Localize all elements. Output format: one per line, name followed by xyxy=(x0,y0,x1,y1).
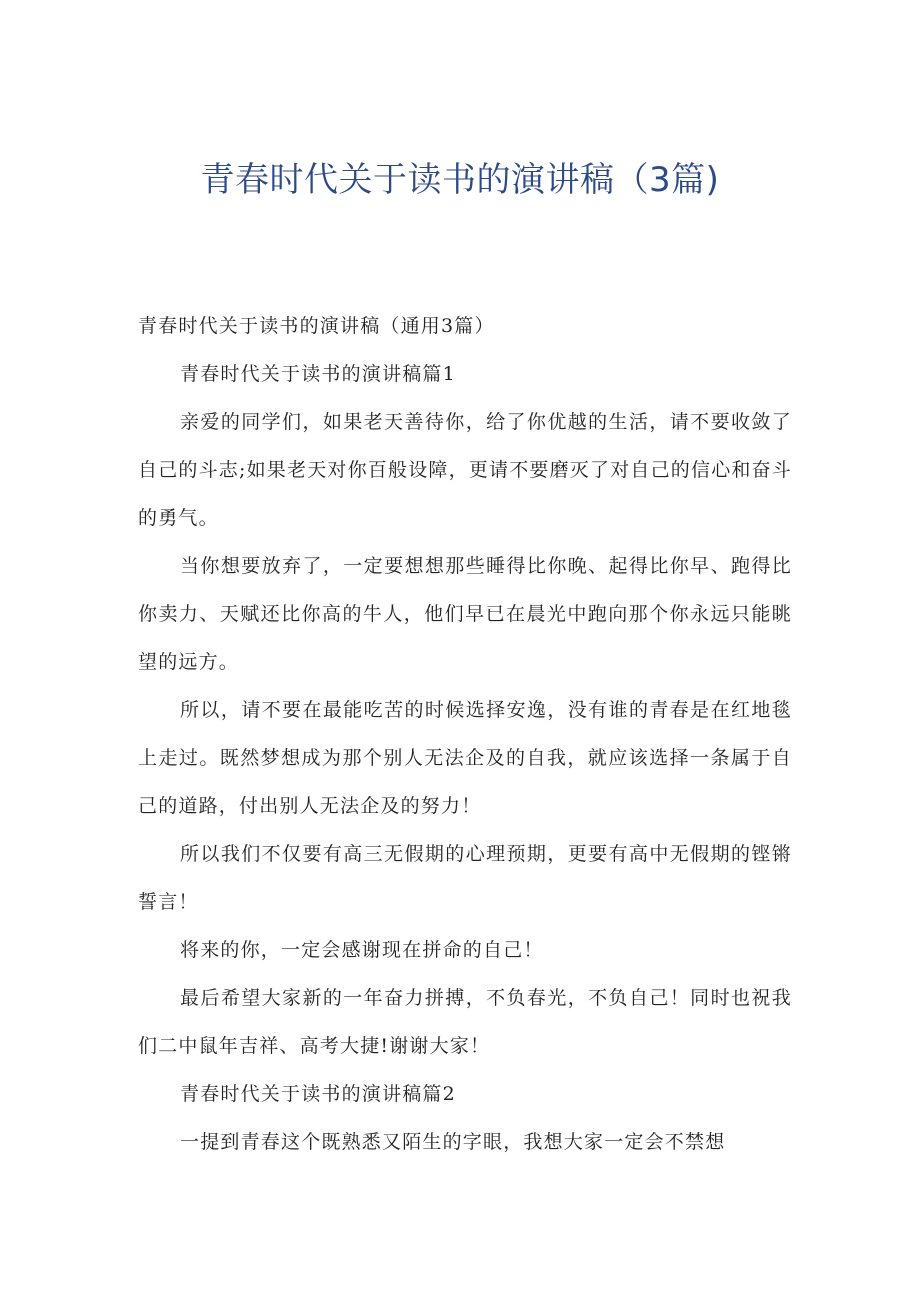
paragraph: 所以，请不要在最能吃苦的时候选择安逸，没有谁的青春是在红地毯上走过。既然梦想成为那个别人无法企及的自我，就应该选择一条属于自己的道路，付出别人无法企及的努力！ xyxy=(138,699,792,817)
paragraph: 将来的你，一定会感谢现在拼命的自己！ xyxy=(180,939,544,961)
paragraph: 最后希望大家新的一年奋力拼搏，不负春光，不负自己！同时也祝我们二中鼠年吉祥、高考大捷!谢谢大家！ xyxy=(138,987,792,1057)
document-subtitle: 青春时代关于读书的演讲稿（通用3篇） xyxy=(138,315,495,337)
document-title: 青春时代关于读书的演讲稿（3篇) xyxy=(200,160,720,200)
paragraph: 一提到青春这个既熟悉又陌生的字眼，我想大家一定会不禁想 xyxy=(180,1131,726,1153)
section-heading: 青春时代关于读书的演讲稿篇1 xyxy=(180,363,456,385)
paragraph: 当你想要放弃了，一定要想想那些睡得比你晚、起得比你早、跑得比你卖力、天赋还比你高的牛人，他们早已在晨光中跑向那个你永远只能眺望的远方。 xyxy=(138,555,792,673)
paragraph: 所以我们不仅要有高三无假期的心理预期，更要有高中无假期的铿锵誓言！ xyxy=(138,843,792,913)
document-body xyxy=(138,302,792,1166)
paragraph: 亲爱的同学们，如果老天善待你，给了你优越的生活，请不要收敛了自己的斗志;如果老天对你百般设障，更请不要磨灭了对自己的信心和奋斗的勇气。 xyxy=(138,411,793,529)
section-heading: 青春时代关于读书的演讲稿篇2 xyxy=(180,1083,456,1105)
